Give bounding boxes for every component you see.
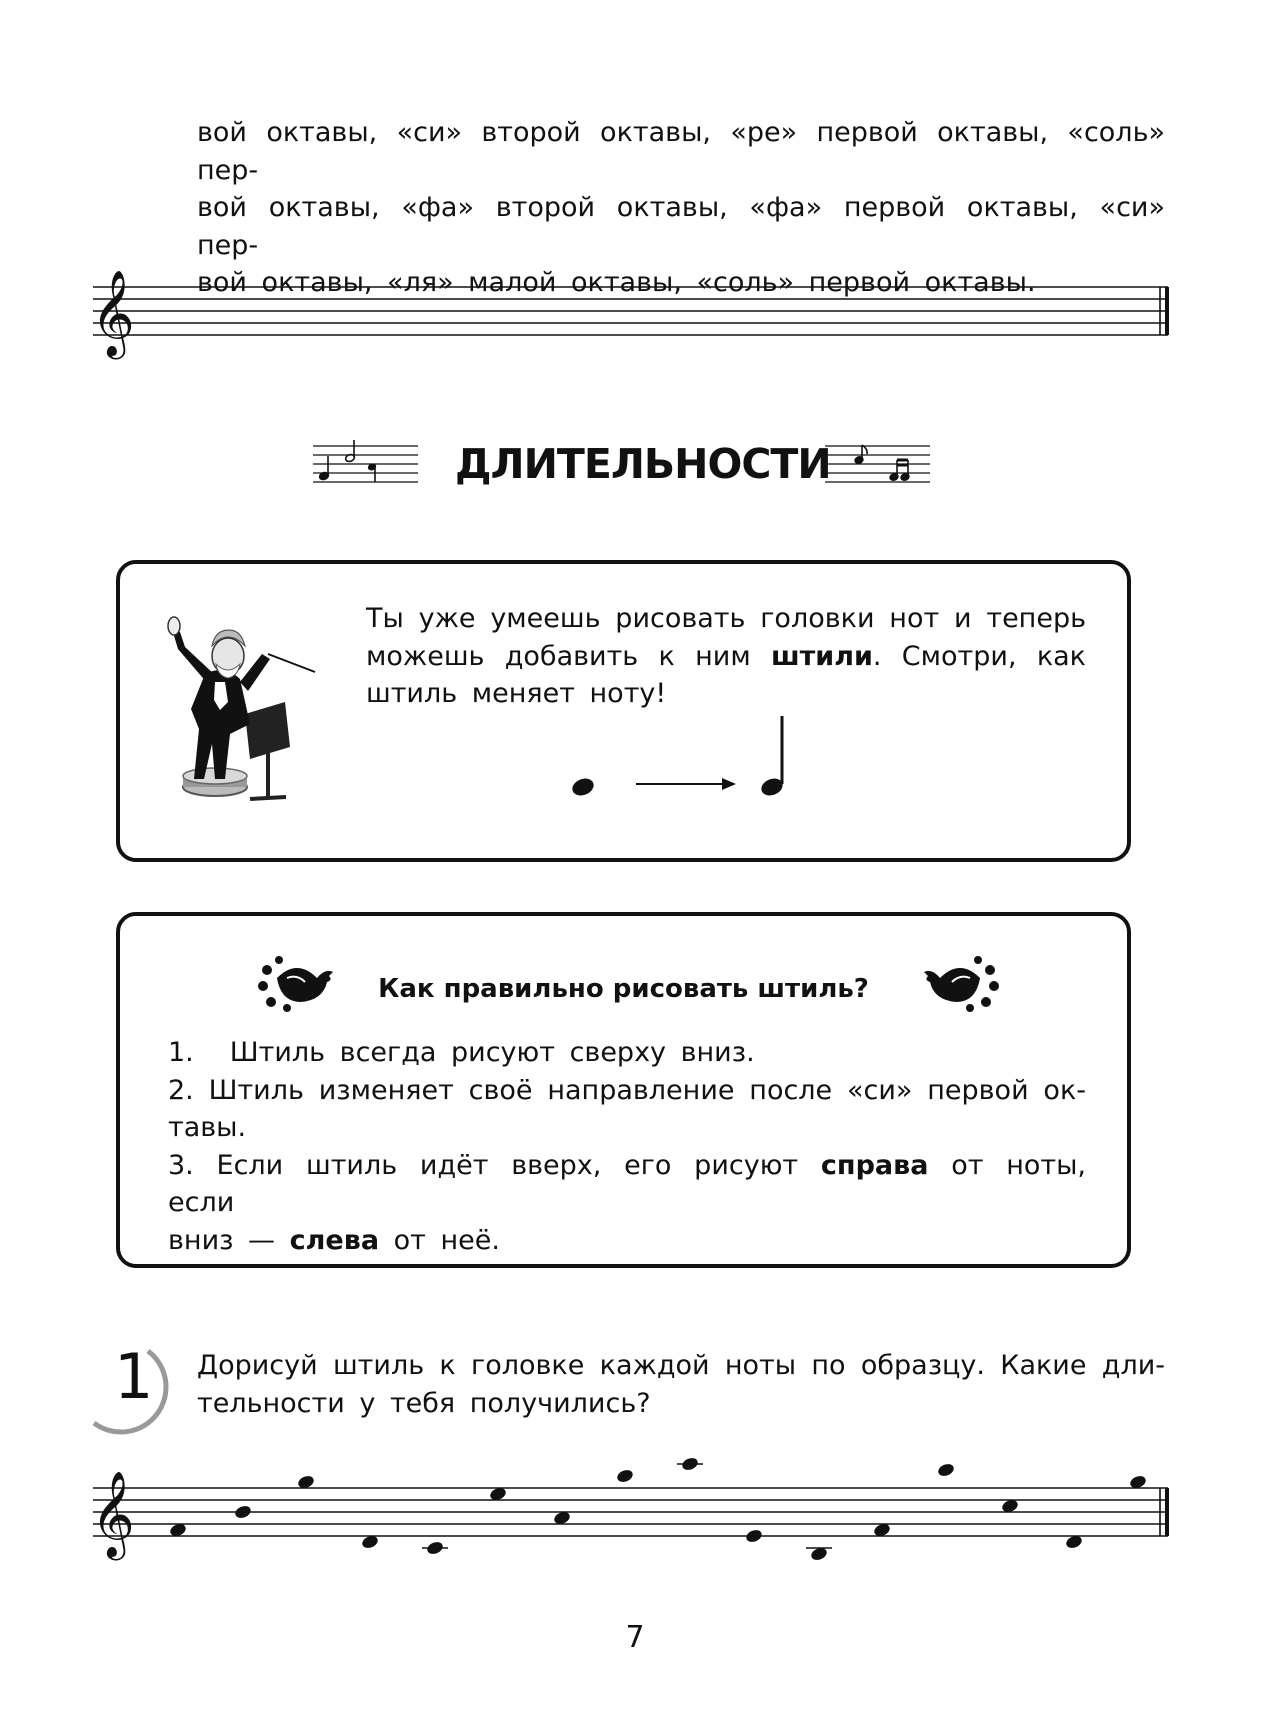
rule-item: 3. Если штиль идёт вверх, его рисуют справа от ноты, если (168, 1149, 1087, 1218)
rule-item: 2. Штиль изменяет своё направление после «си» первой ок- (168, 1074, 1086, 1106)
svg-text:𝄞: 𝄞 (91, 1471, 135, 1557)
term-shtili: штили (770, 640, 873, 672)
note-head (616, 1468, 635, 1484)
info-line: штиль меняет ноту! (366, 678, 667, 709)
note-head (937, 1462, 956, 1478)
note-head (234, 1504, 253, 1520)
task-number: 1 (114, 1340, 154, 1413)
note-head (745, 1528, 764, 1544)
task-line: Дорисуй штиль к головке каждой ноты по образцу. Какие дли- (197, 1350, 1165, 1381)
info-line: можешь добавить к ним штили. Смотри, как (366, 640, 1086, 672)
treble-clef-icon (91, 1471, 135, 1561)
intro-line: вой октавы, «ля» малой октавы, «соль» первой октавы. (197, 267, 1036, 298)
term-sprava: справа (820, 1149, 929, 1181)
svg-text:𝄞: 𝄞 (91, 270, 135, 356)
rule-item: вниз — слева от неё. (168, 1224, 500, 1256)
rules-title: Как правильно рисовать штиль? (378, 974, 869, 1004)
section-title: ДЛИТЕЛЬНОСТИ (455, 440, 831, 488)
rule-item: 1. Штиль всегда рисуют сверху вниз. (168, 1037, 755, 1068)
task-line: тельности у тебя получились? (197, 1387, 651, 1419)
info-line: Ты уже умеешь рисовать головки нот и теперь (366, 603, 1086, 634)
term-sleva: слева (289, 1224, 380, 1256)
rule-item: тавы. (168, 1112, 247, 1143)
page-number: 7 (625, 1620, 645, 1655)
intro-line: вой октавы, «си» второй октавы, «ре» первой октавы, «соль» пер- (197, 117, 1165, 186)
note-heads (169, 1456, 1148, 1562)
intro-line: вой октавы, «фа» второй октавы, «фа» первой октавы, «си» пер- (197, 192, 1165, 261)
